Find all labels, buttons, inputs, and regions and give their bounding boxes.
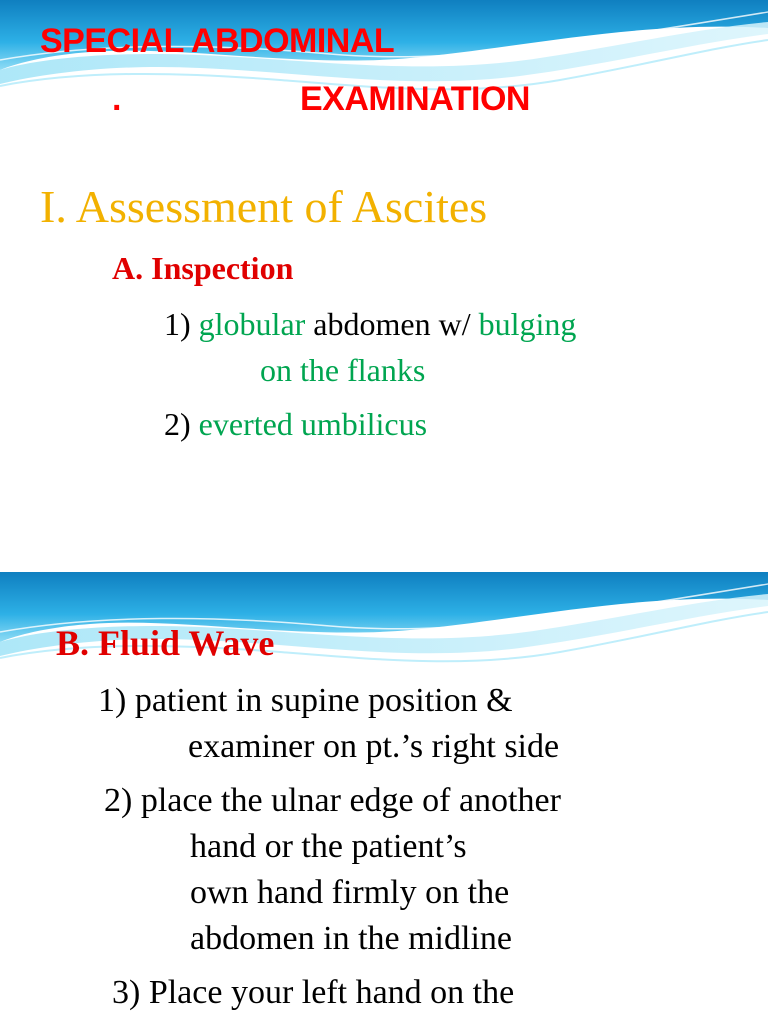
list-item-1-continuation: on the flanks <box>260 352 426 388</box>
body-line-5: own hand firmly on the <box>190 874 510 911</box>
body-line-4: hand or the patient’s <box>190 828 467 865</box>
list-item-1-highlight-bulging: bulging <box>478 306 577 342</box>
subheading-fluid-wave: B. Fluid Wave <box>56 623 275 663</box>
slide-title-line2: EXAMINATION <box>300 80 530 118</box>
slide-2 <box>0 572 768 1024</box>
body-line-2: examiner on pt.’s right side <box>188 728 560 765</box>
list-item-1-number: 1) <box>164 306 199 342</box>
body-line-7: 3) Place your left hand on the <box>112 974 515 1011</box>
subheading-inspection: A. Inspection <box>112 250 294 286</box>
list-item-2 <box>164 406 427 443</box>
slide-title-line1: SPECIAL ABDOMINAL <box>40 22 395 60</box>
list-item-1-text: abdomen w/ <box>305 306 479 342</box>
slide-title-dot: . <box>112 80 121 118</box>
body-line-1: 1) patient in supine position & <box>98 682 513 719</box>
body-line-6: abdomen in the midline <box>190 920 512 957</box>
body-line-3: 2) place the ulnar edge of another <box>104 782 561 819</box>
list-item-2-number: 2) <box>164 406 199 442</box>
section-heading: I. Assessment of Ascites <box>40 181 488 232</box>
list-item-1 <box>164 306 576 343</box>
list-item-1-highlight-globular: globular <box>198 306 306 342</box>
list-item-2-highlight: everted umbilicus <box>198 406 428 442</box>
